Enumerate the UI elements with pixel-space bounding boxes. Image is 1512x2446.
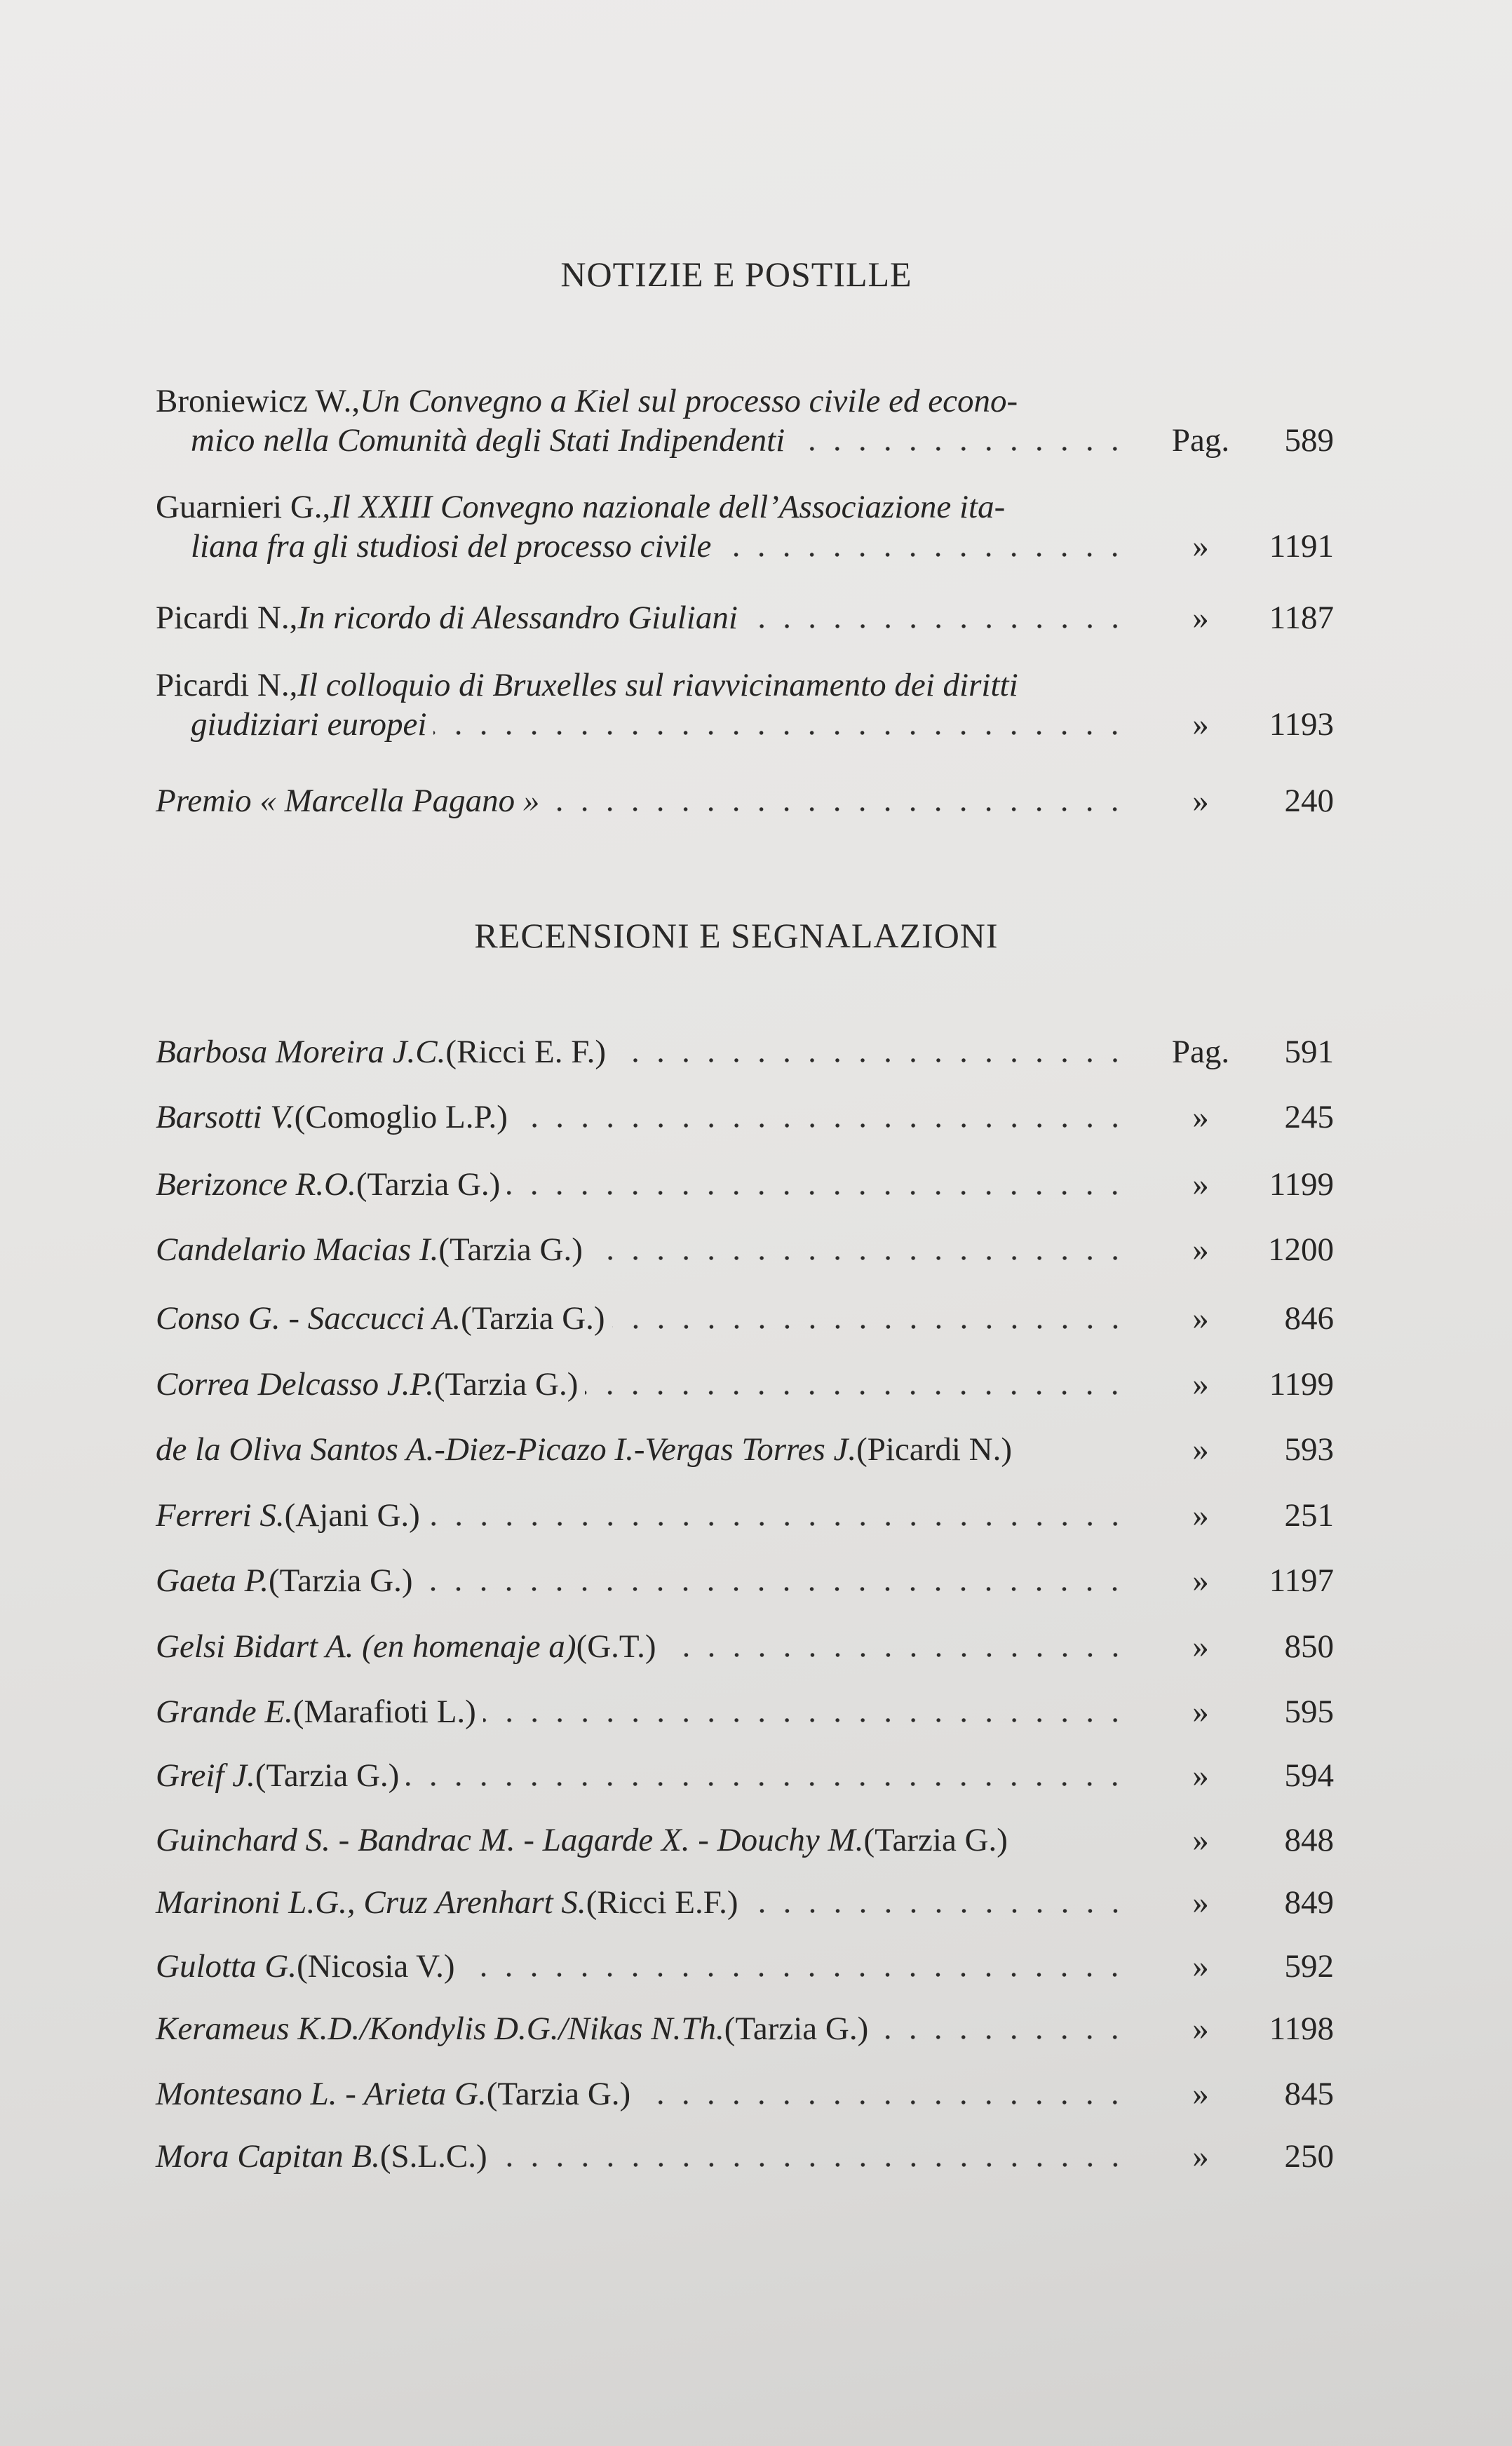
entry-text: Guarnieri G., [156,489,331,526]
recensioni-entry [156,2074,1334,2114]
recensioni-entry [156,1165,1334,1204]
entry-italic-text: Marinoni L.G., Cruz Arenhart S. [156,1884,586,1921]
dot-leader [461,1973,1128,1977]
page-marker: » [1192,782,1209,819]
entry-italic-text: Barbosa Moreira J.C. [156,1033,446,1070]
dot-leader [585,1391,1128,1395]
recensioni-entry [156,2009,1334,2048]
page-number: 251 [1284,1496,1334,1534]
page-marker: » [1192,1757,1209,1795]
entry-italic-text: Mora Capitan B. [156,2138,380,2175]
recensioni-entry [156,1230,1334,1269]
dot-leader [515,1123,1128,1128]
dot-leader [494,2163,1128,2167]
recensioni-entry [156,1756,1334,1795]
page-number: 1200 [1268,1231,1334,1269]
recensioni-entry [156,1430,1334,1469]
entry-text: (Tarzia G.) [724,2010,869,2047]
page-marker: Pag. [1171,422,1230,459]
entry-text: (G.T.) [576,1628,656,1665]
dot-leader [419,1587,1128,1591]
page-marker: » [1192,1099,1209,1136]
entry-italic-text: Premio « Marcella Pagano » [156,782,540,819]
entry-italic-text: Montesano L. - Arieta G. [156,2076,487,2113]
entry-text: (Tarzia G.) [438,1231,583,1269]
recensioni-entry [156,1365,1334,1404]
entry-text: (Tarzia G.) [863,1821,1008,1858]
entry-italic-text: Barsotti V. [156,1099,295,1136]
page-number: 593 [1284,1431,1334,1468]
page-marker: » [1192,2076,1209,2113]
entry-italic-text: Kerameus K.D./Kondylis D.G./Nikas N.Th. [156,2010,724,2047]
page-number: 595 [1284,1694,1334,1731]
page-number: 846 [1284,1300,1334,1337]
notizie-entry [156,487,1334,566]
recensioni-entry [156,1032,1334,1072]
entry-line [156,1097,1334,1137]
entry-line [156,665,1334,705]
recensioni-entry [156,1627,1334,1666]
notizie-entry [156,381,1334,460]
entry-line [156,1883,1334,1922]
entry-italic-text: mico nella Comunità degli Stati Indipendenti [191,422,785,459]
page-number: 250 [1284,2138,1334,2175]
recensioni-entry [156,1883,1334,1922]
entry-line [156,781,1334,820]
entry-text: (Marafioti L.) [292,1694,476,1731]
page-marker: » [1192,1947,1209,1985]
recensioni-entry [156,1820,1334,1860]
entry-line [156,1627,1334,1666]
page-marker: » [1192,1166,1209,1203]
page-marker: » [1192,1231,1209,1269]
dot-leader [433,731,1128,735]
entry-line [156,1299,1334,1338]
entry-line [156,1561,1334,1600]
entry-italic-text: Greif J. [156,1757,255,1795]
page-number: 591 [1284,1033,1334,1070]
entry-italic-text: Gaeta P. [156,1562,269,1600]
dot-leader [745,1909,1128,1913]
dot-leader [590,1256,1128,1260]
entry-text: (Comoglio L.P.) [294,1099,508,1136]
entry-text: (Ricci E.F.) [586,1884,738,1921]
recensioni-entry [156,1097,1334,1137]
entry-line [156,381,1334,421]
dot-leader [507,1191,1128,1195]
entry-line [156,705,1334,744]
entry-italic-text: Gulotta G. [156,1947,297,1985]
section-heading-notizie: NOTIZIE E POSTILLE [560,255,912,294]
entry-italic-text: Un Convegno a Kiel sul processo civile ed econo- [360,383,1018,420]
recensioni-entry [156,2137,1334,2176]
dot-leader [637,2100,1128,2104]
entry-text: (Tarzia G.) [356,1166,501,1203]
entry-line [156,2009,1334,2048]
page-marker: » [1192,1300,1209,1337]
dot-leader [427,1522,1128,1526]
entry-line [156,1230,1334,1269]
entry-text: (Nicosia V.) [297,1947,455,1985]
page-marker: » [1192,1694,1209,1731]
dot-leader [613,1058,1128,1062]
entry-line [156,1947,1334,1986]
recensioni-entry [156,1299,1334,1338]
notizie-entry [156,781,1334,820]
dot-leader [406,1782,1128,1786]
entry-italic-text: Candelario Macias I. [156,1231,439,1269]
page-marker: » [1192,1628,1209,1665]
entry-line [156,1692,1334,1731]
page-number: 1199 [1269,1166,1334,1203]
entry-line [156,1820,1334,1860]
dot-leader [483,1718,1128,1722]
entry-text: (Tarzia G.) [269,1562,413,1600]
entry-line [156,1165,1334,1204]
entry-italic-text: Guinchard S. - Bandrac M. - Lagarde X. - Douchy M. [156,1821,864,1858]
entry-italic-text: In ricordo di Alessandro Giuliani [297,600,738,637]
page-number: 1191 [1269,528,1334,565]
page-marker: » [1192,1821,1209,1858]
entry-italic-text: Il XXIII Convegno nazionale dell’Associazione ita- [330,489,1006,526]
entry-italic-text: Il colloquio di Bruxelles sul riavvicinamento dei diritti [297,667,1018,703]
dot-leader [546,807,1128,811]
recensioni-entry [156,1692,1334,1731]
page-marker: » [1192,706,1209,743]
page-marker: Pag. [1171,1033,1230,1070]
page-number: 240 [1284,782,1334,819]
entry-text: Broniewicz W., [156,383,360,420]
entry-italic-text: Grande E. [156,1694,293,1731]
notizie-entry [156,598,1334,637]
page-number: 1193 [1269,706,1334,743]
entry-text: (Tarzia G.) [461,1300,605,1337]
entry-italic-text: Berizonce R.O. [156,1166,356,1203]
page-marker: » [1192,1884,1209,1921]
page-number: 850 [1284,1628,1334,1665]
page-number: 845 [1284,2076,1334,2113]
page-number: 1199 [1269,1365,1334,1403]
page-marker: » [1192,1562,1209,1600]
entry-line [156,2137,1334,2176]
recensioni-entry [156,1496,1334,1535]
entry-italic-text: Ferreri S. [156,1496,285,1534]
section-heading-recensioni: RECENSIONI E SEGNALAZIONI [474,916,999,955]
entry-italic-text: giudiziari europei [191,706,427,743]
entry-text: (Ajani G.) [284,1496,420,1534]
dot-leader [875,2035,1128,2039]
page-number: 594 [1284,1757,1334,1795]
page-marker: » [1192,1365,1209,1403]
recensioni-entry [156,1947,1334,1986]
entry-text: (S.L.C.) [379,2138,487,2175]
notizie-entry [156,665,1334,744]
entry-italic-text: liana fra gli studiosi del processo civile [191,528,712,565]
page-number: 245 [1284,1099,1334,1136]
entry-text: (Tarzia G.) [486,2076,631,2113]
entry-line [156,2074,1334,2114]
dot-leader [612,1325,1128,1329]
entry-line [156,487,1334,527]
dot-leader [745,624,1128,628]
dot-leader [663,1653,1128,1657]
page-marker: » [1192,600,1209,637]
entry-text: (Ricci E. F.) [445,1033,606,1070]
page-marker: » [1192,528,1209,565]
page-number: 1197 [1269,1562,1334,1600]
page-number: 1198 [1269,2010,1334,2047]
entry-italic-text: de la Oliva Santos A.-Diez-Picazo I.-Vergas Torres J. [156,1431,857,1468]
entry-text: (Tarzia G.) [433,1365,579,1403]
entry-line [156,1032,1334,1072]
entry-line [156,1756,1334,1795]
entry-text: Picardi N., [156,600,298,637]
page-marker: » [1192,2010,1209,2047]
page-number: 849 [1284,1884,1334,1921]
entry-line [156,421,1334,460]
entry-line [156,1430,1334,1469]
page-marker: » [1192,2138,1209,2175]
page-number: 848 [1284,1821,1334,1858]
entry-italic-text: Conso G. - Saccucci A. [156,1300,461,1337]
entry-line [156,598,1334,637]
entry-line [156,1496,1334,1535]
entry-line [156,527,1334,566]
page-marker: » [1192,1431,1209,1468]
recensioni-entry [156,1561,1334,1600]
entry-italic-text: Correa Delcasso J.P. [156,1365,434,1403]
entry-line [156,1365,1334,1404]
page-number: 1187 [1269,600,1334,637]
page-number: 592 [1284,1947,1334,1985]
entry-text: (Tarzia G.) [255,1757,400,1795]
dot-leader [792,447,1128,451]
entry-italic-text: Gelsi Bidart A. (en homenaje a) [156,1628,576,1665]
page-marker: » [1192,1496,1209,1534]
entry-text: Picardi N., [156,667,298,703]
entry-text: (Picardi N.) [856,1431,1012,1468]
page-number: 589 [1284,422,1334,459]
dot-leader [718,553,1128,557]
